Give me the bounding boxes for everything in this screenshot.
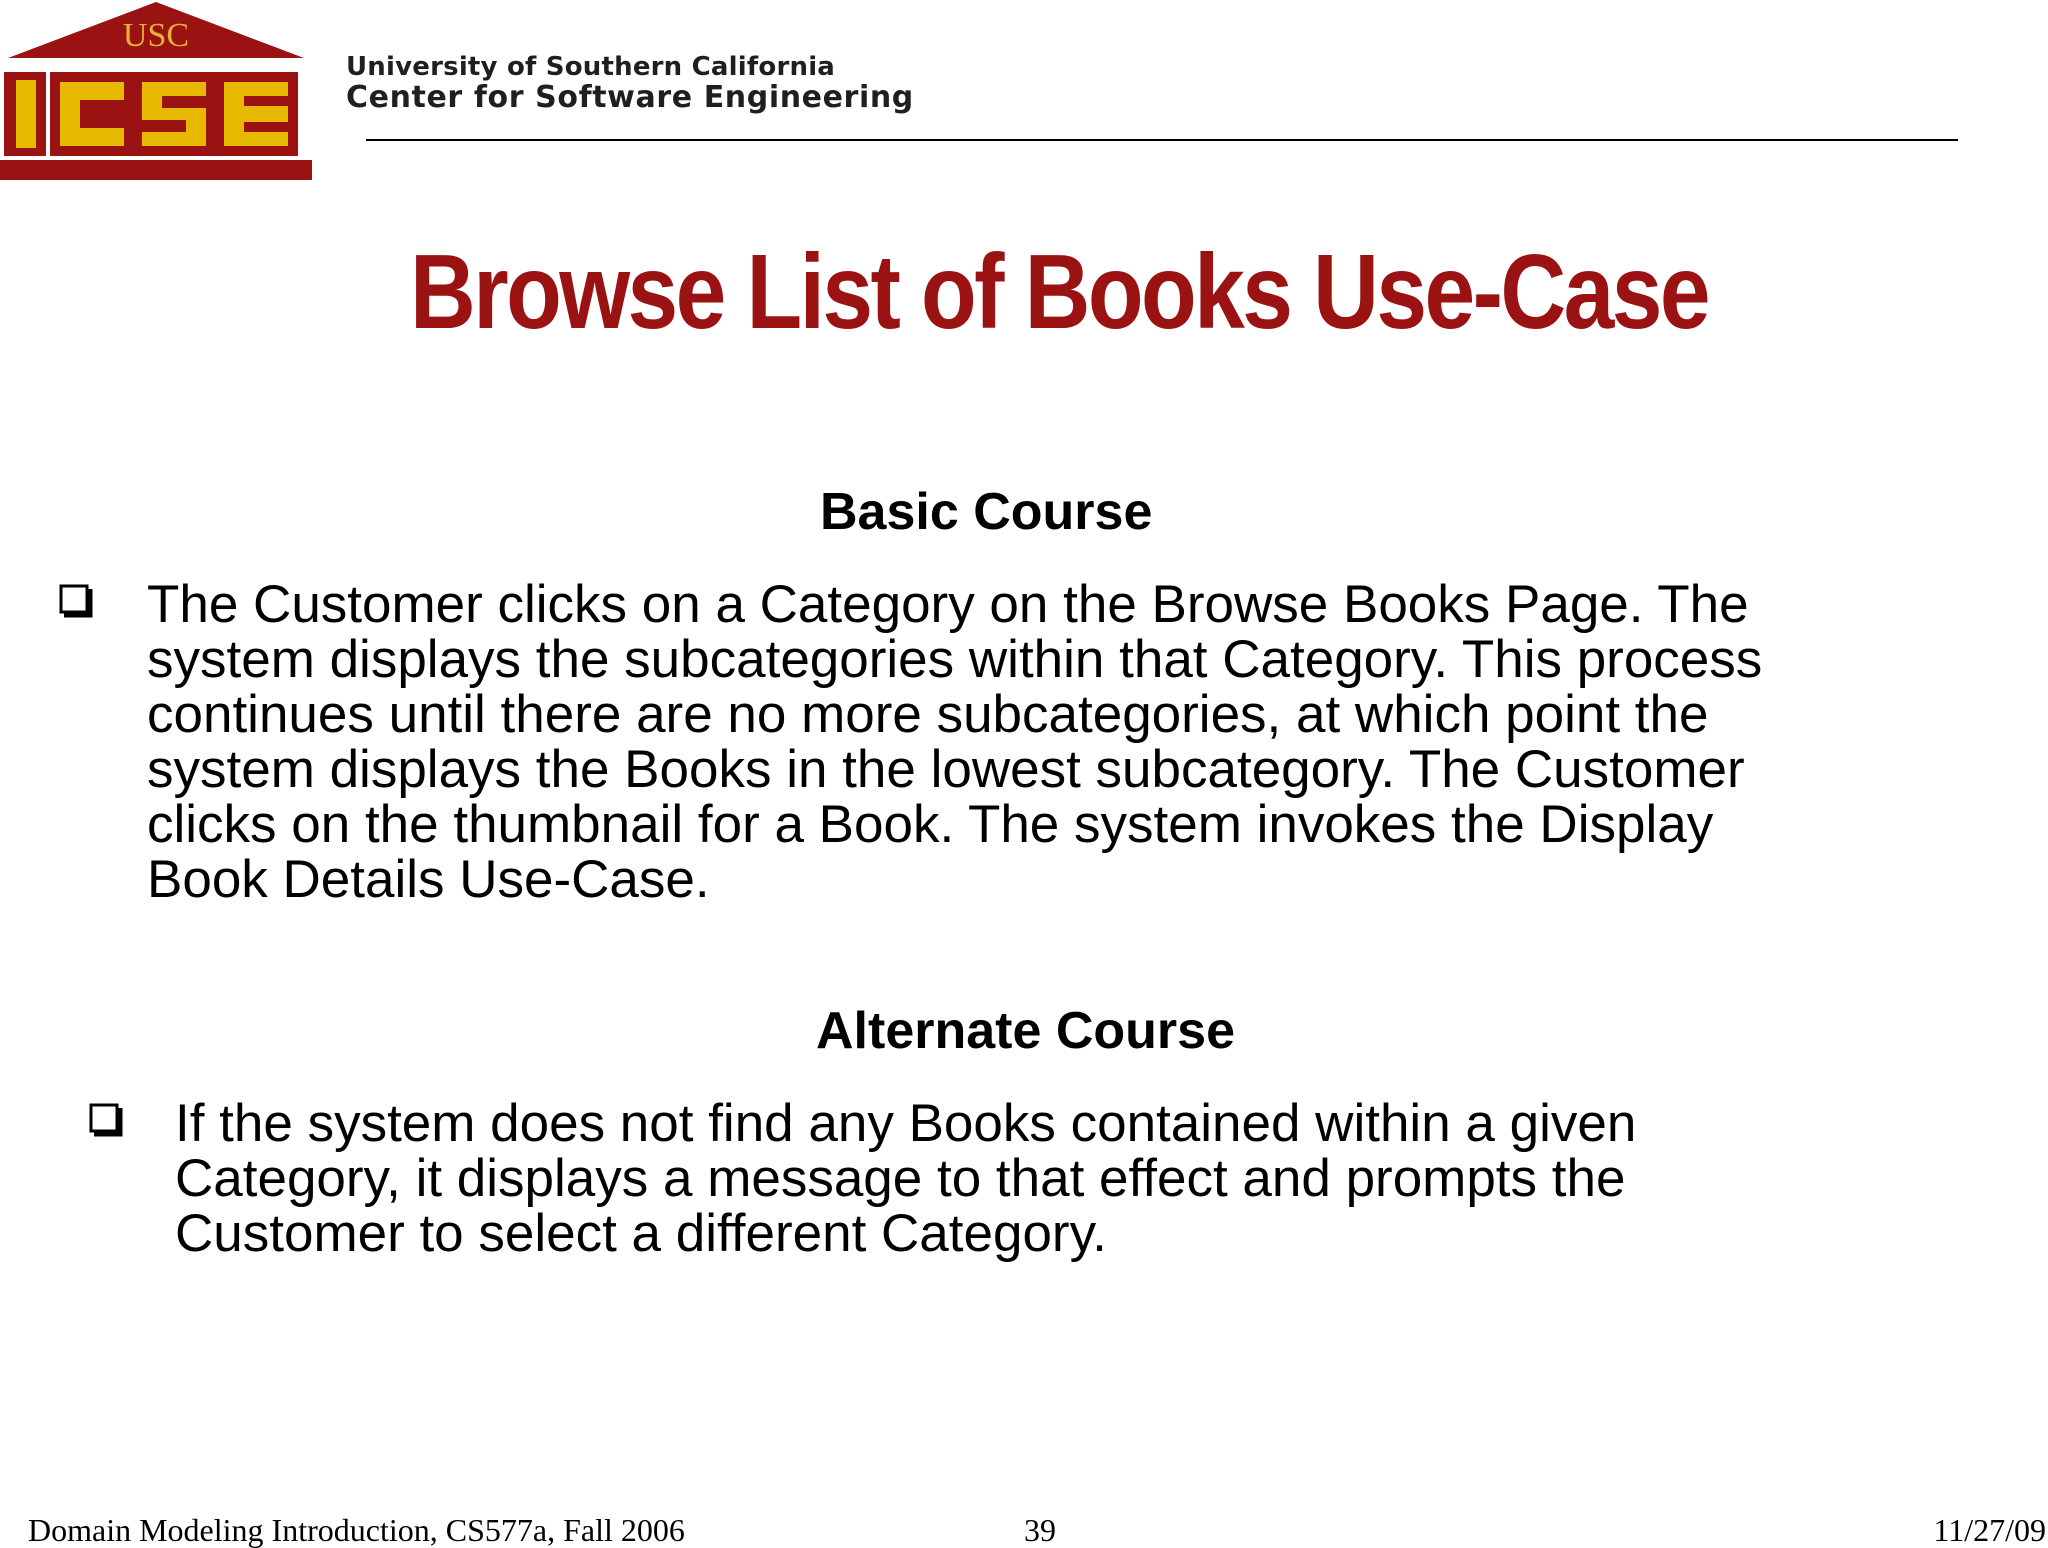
text-line: If the system does not find any Books contained within a given (175, 1094, 1637, 1153)
header-divider (366, 139, 1958, 141)
alternate-course-text (175, 1096, 1636, 1261)
text-line: clicks on the thumbnail for a Book. The system invokes the Display (147, 795, 1714, 854)
logo-letter-s (142, 82, 206, 146)
university-name: University of Southern California (346, 52, 836, 82)
footer-course: Domain Modeling Introduction, CS577a, Fall 2006 (28, 1512, 685, 1548)
usc-cse-logo (0, 0, 312, 184)
footer-page-number: 39 (1024, 1512, 1056, 1548)
alternate-course-heading: Alternate Course (816, 1002, 1235, 1060)
checkbox-bullet-icon (88, 1102, 126, 1140)
text-line: continues until there are no more subcategories, at which point the (147, 685, 1709, 744)
checkbox-bullet-icon (58, 583, 96, 621)
text-line: system displays the Books in the lowest subcategory. The Customer (147, 740, 1745, 799)
basic-course-heading: Basic Course (820, 483, 1153, 541)
logo-letter-e (224, 82, 288, 146)
text-line: system displays the subcategories within that Category. This process (147, 630, 1763, 689)
text-line: Category, it displays a message to that effect and prompts the (175, 1149, 1626, 1208)
footer-date: 11/27/09 (1933, 1512, 2046, 1548)
logo-roof-text: USC (122, 17, 190, 54)
text-line: The Customer clicks on a Category on the Browse Books Page. The (147, 575, 1749, 634)
logo-base (0, 160, 312, 180)
text-line: Customer to select a different Category. (175, 1204, 1107, 1263)
slide-title: Browse List of Books Use-Case (409, 233, 1709, 351)
center-name: Center for Software Engineering (346, 80, 914, 115)
text-line: Book Details Use-Case. (147, 850, 710, 909)
basic-course-text (147, 577, 1762, 907)
